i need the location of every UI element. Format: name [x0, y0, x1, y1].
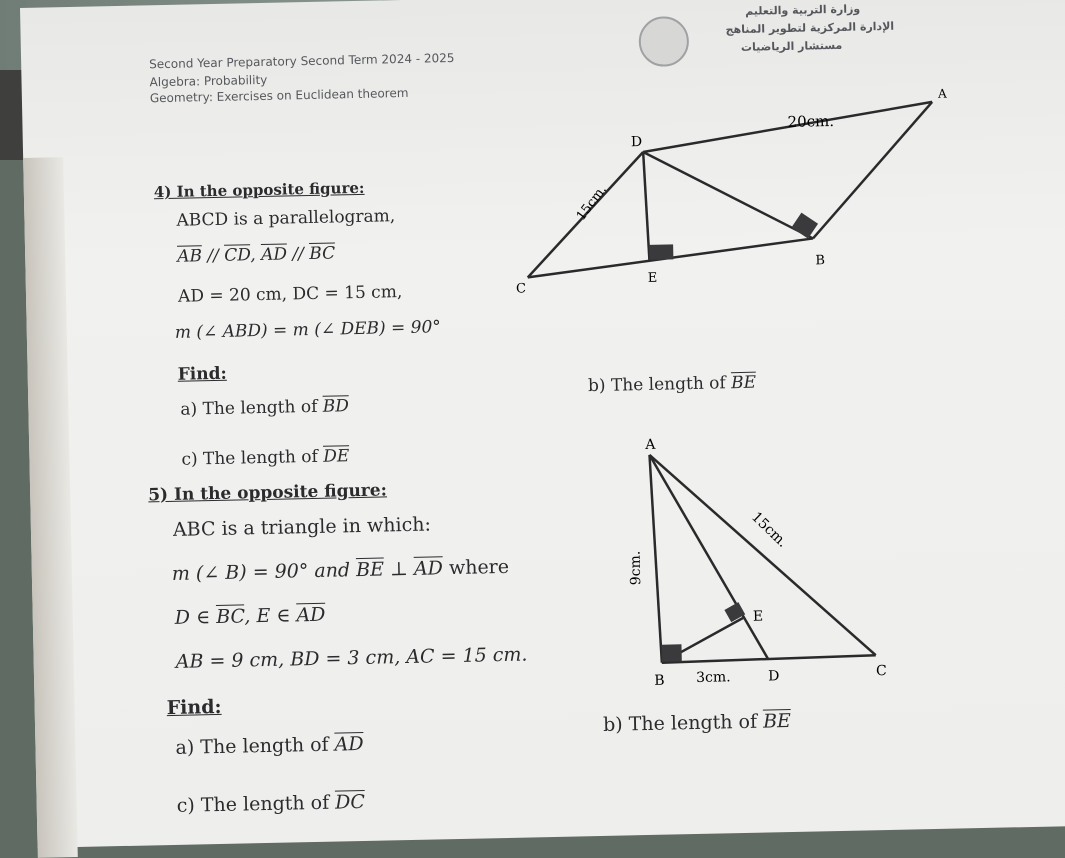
q5-line-4: AB = 9 cm, BD = 3 cm, AC = 15 cm. [175, 643, 528, 673]
worksheet-page [20, 0, 1065, 848]
header-arabic-1: وزارة التربية والتعليم [745, 2, 861, 18]
q5-label-ac: 15cm. [748, 509, 791, 551]
header-line-1: Second Year Preparatory Second Term 2024 - 2025 [149, 50, 455, 72]
q4-parallelogram-figure [492, 84, 956, 304]
q4-right-angle-b [791, 213, 818, 239]
q4-label-b: B [815, 253, 826, 269]
header-line-3: Geometry: Exercises on Euclidean theorem [149, 85, 409, 106]
q5-label-a: A [645, 436, 656, 453]
q4-line-1: ABCD is a parallelogram, [176, 206, 396, 231]
q5-right-angle-b [661, 644, 681, 661]
q5-part-b: b) The length of $\overline{BE}$ [602, 710, 792, 736]
ministry-seal-icon [638, 16, 689, 67]
header-arabic-3: مستشار الرياضيات [740, 38, 843, 54]
header-line-2: Algebra: Probability [149, 72, 268, 90]
q4-diagonal-bd [643, 148, 813, 241]
q4-label-dc: 15cm. [573, 182, 610, 224]
q5-side-ab [649, 455, 661, 663]
q5-segment-ad [649, 453, 767, 661]
q4-line-4: m (∠ ABD) = m (∠ DEB) = 90° [174, 317, 442, 343]
q4-right-angle-e [649, 244, 673, 259]
q4-find: Find: [177, 363, 227, 385]
q4-part-b: b) The length of $\overline{BE}$ [587, 372, 757, 397]
q4-label-a: A [937, 86, 947, 101]
q4-line-2: $\overline{AB} // \overline{CD}$, $\overline{AD} // \overline{BC}$ [177, 243, 336, 267]
q4-part-a: a) The length of $\overline{BD}$ [180, 396, 350, 420]
q5-title: 5) In the opposite figure: [148, 480, 388, 506]
q5-part-c: c) The length of $\overline{DC}$ [176, 790, 366, 817]
q4-label-ad: 20cm. [787, 111, 835, 131]
q5-line-3: D ∈ $\overline{BC}$, E ∈ $\overline{AD}$ [174, 603, 326, 629]
q5-triangle-figure [609, 430, 894, 696]
q5-label-b: B [654, 672, 665, 689]
q5-side-ac [649, 450, 875, 660]
q4-label-c: C [515, 281, 527, 297]
header-arabic-2: الإدارة المركزية لتطوير المناهج [725, 19, 895, 37]
q4-part-c: c) The length of $\overline{DE}$ [181, 446, 350, 470]
q5-label-d: D [767, 668, 780, 685]
q4-label-e: E [647, 270, 658, 286]
q4-altitude-de [643, 152, 649, 260]
page-shadow [23, 157, 78, 858]
q5-find: Find: [166, 695, 222, 720]
q5-line-1: ABC is a triangle in which: [172, 513, 432, 541]
q5-side-bc [662, 655, 876, 662]
q5-label-e: E [752, 608, 764, 625]
q4-label-d: D [630, 134, 643, 151]
q4-title: 4) In the opposite figure: [153, 178, 365, 202]
q4-line-3: AD = 20 cm, DC = 15 cm, [177, 282, 403, 307]
q5-label-bd: 3cm. [696, 669, 731, 686]
q5-label-c: C [875, 662, 887, 680]
q5-line-2: m (∠ B) = 90° and $\overline{BE}$ ⊥ $\overline{AD}$ where [171, 555, 510, 585]
q5-label-ab: 9cm. [627, 550, 645, 586]
q5-part-a: a) The length of $\overline{AD}$ [175, 732, 364, 759]
